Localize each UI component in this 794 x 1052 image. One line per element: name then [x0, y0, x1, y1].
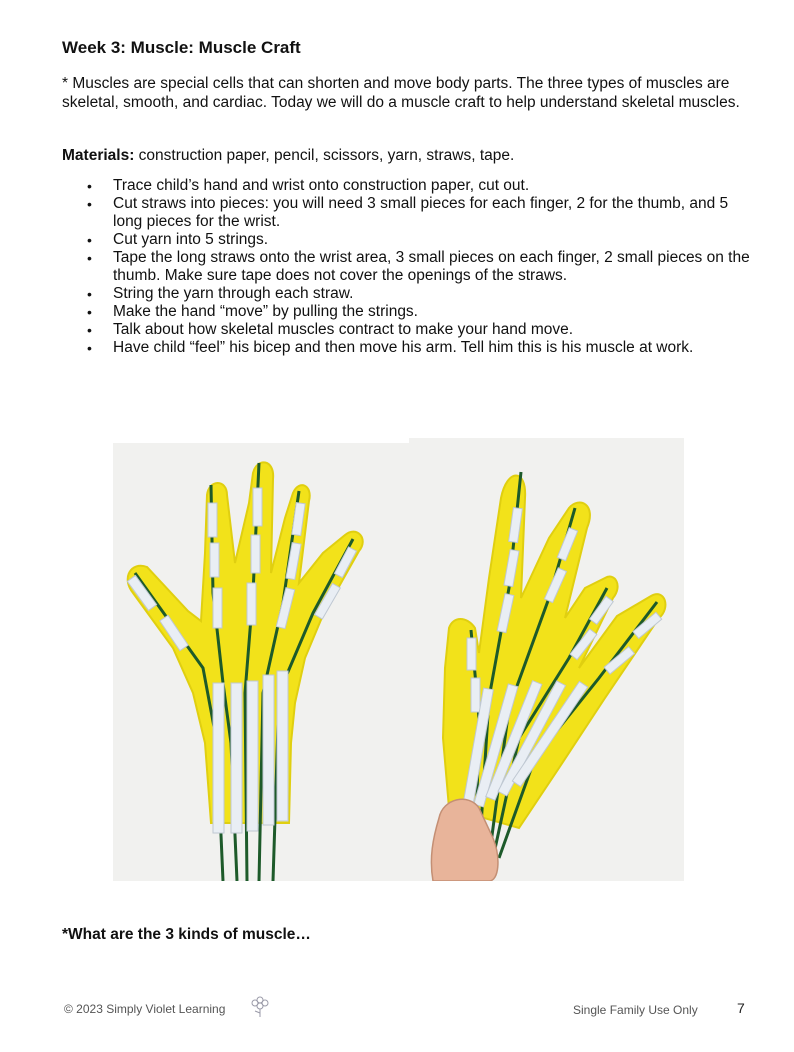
bullet: •	[87, 286, 92, 302]
step-text: Have child “feel” his bicep and then move his arm. Tell him this is his muscle at work.	[113, 339, 694, 356]
hand-craft-photo-flat	[113, 443, 409, 881]
list-item	[62, 231, 752, 249]
step-text: Cut straws into pieces: you will need 3 small pieces for each finger, 2 for the thumb, and 5 long pieces for the wrist.	[113, 195, 729, 230]
bullet: •	[87, 178, 92, 194]
materials-line	[62, 146, 752, 165]
step-text: Talk about how skeletal muscles contract to make your hand move.	[113, 321, 574, 338]
list-item	[62, 339, 752, 357]
step-text: Make the hand “move” by pulling the strings.	[113, 303, 418, 320]
step-text: Cut yarn into 5 strings.	[113, 231, 269, 248]
footer-copyright: © 2023 Simply Violet Learning	[64, 1002, 226, 1016]
bullet: •	[87, 250, 92, 266]
step-text: String the yarn through each straw.	[113, 285, 354, 302]
step-text: Tape the long straws onto the wrist area, 3 small pieces on each finger, 2 small pieces on the thumb. Make sure tape does not cover the openings of the straws.	[113, 249, 750, 284]
page-title: Week 3: Muscle: Muscle Craft	[62, 38, 301, 57]
intro-paragraph: * Muscles are special cells that can shorten and move body parts. The three types of muscles are skeletal, smooth, and cardiac. Today we will do a muscle craft to help understand skeletal muscles.	[62, 75, 740, 111]
steps-list	[62, 177, 752, 357]
bullet: •	[87, 322, 92, 338]
question-prompt: *What are the 3 kinds of muscle…	[62, 926, 311, 943]
page-number: 7	[737, 1000, 745, 1016]
list-item	[62, 195, 752, 231]
list-item	[62, 285, 752, 303]
step-text: Trace child’s hand and wrist onto construction paper, cut out.	[113, 177, 530, 194]
bullet: •	[87, 232, 92, 248]
materials-label: Materials:	[62, 147, 135, 164]
hand-craft-photo-pulled	[409, 438, 684, 881]
bullet: •	[87, 304, 92, 320]
bullet: •	[87, 196, 92, 212]
bullet: •	[87, 340, 92, 356]
list-item	[62, 249, 752, 285]
list-item	[62, 321, 752, 339]
list-item	[62, 303, 752, 321]
list-item	[62, 177, 752, 195]
footer-usage: Single Family Use Only	[573, 1003, 698, 1017]
materials-text: construction paper, pencil, scissors, yarn, straws, tape.	[134, 147, 515, 164]
flower-logo-icon	[249, 992, 271, 1023]
